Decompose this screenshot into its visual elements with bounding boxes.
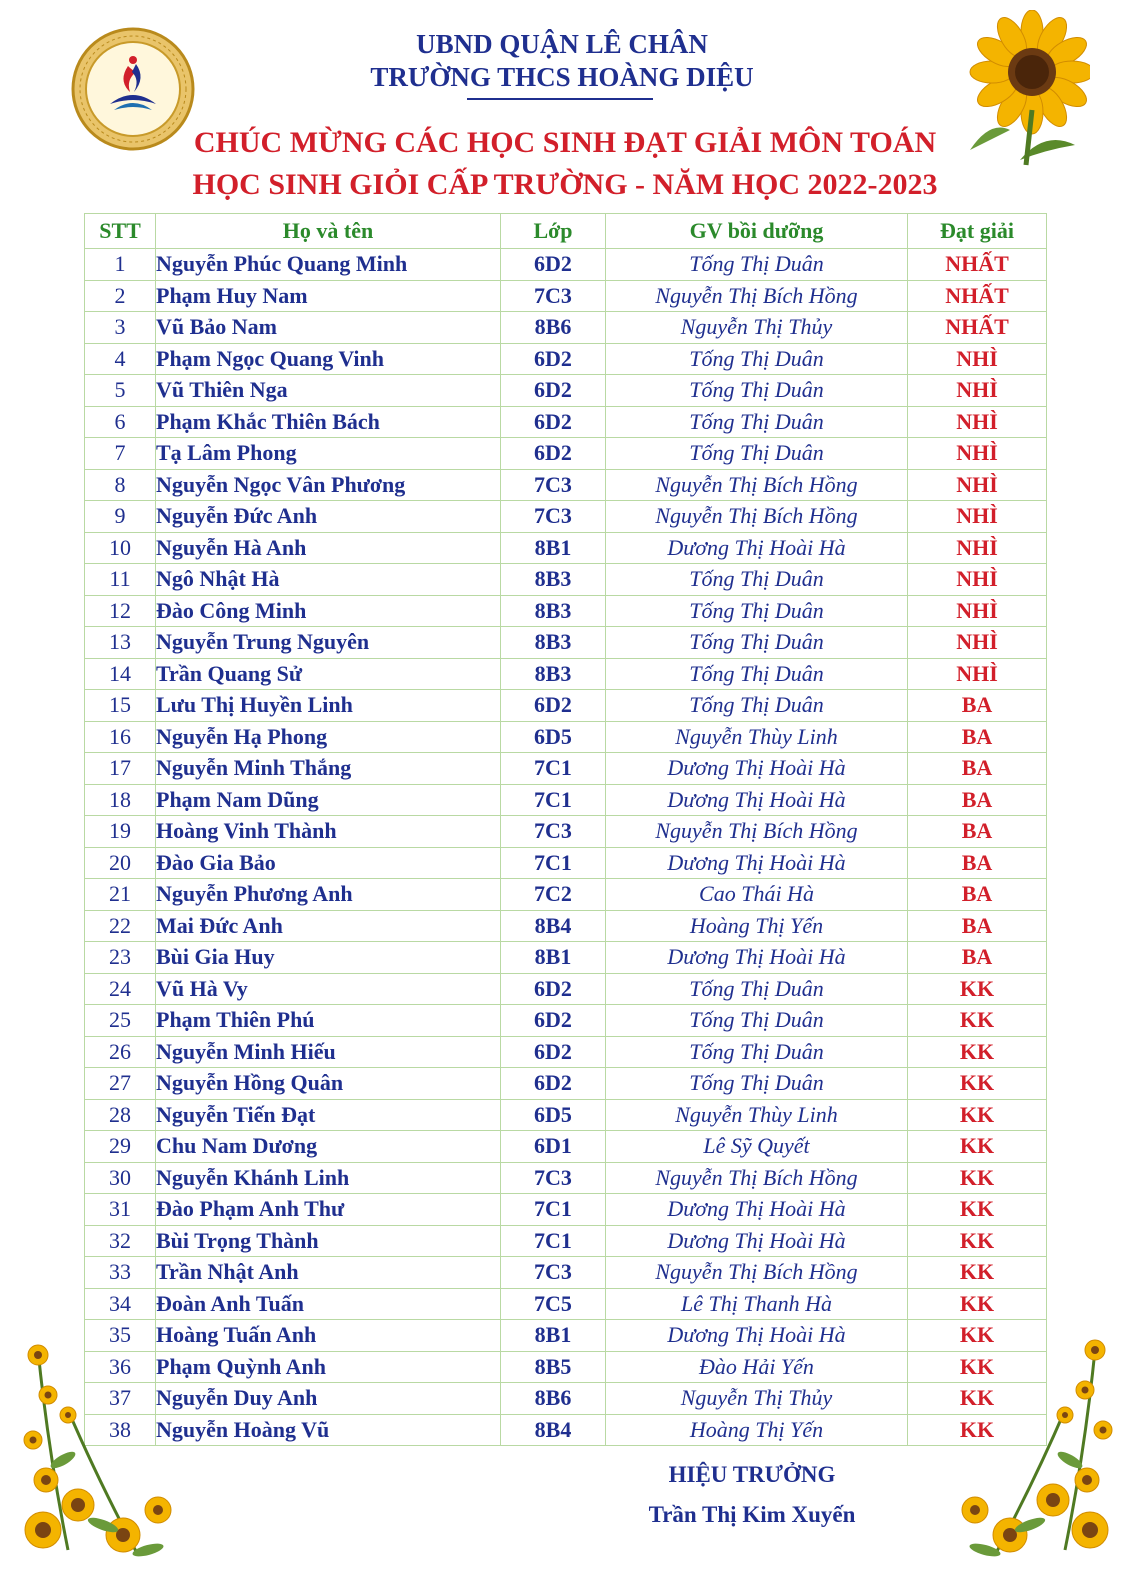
column-header-teacher: GV bồi dưỡng xyxy=(606,214,908,249)
cell-class: 6D2 xyxy=(501,1036,606,1068)
table-row xyxy=(85,1288,1047,1320)
cell-student-name: Phạm Huy Nam xyxy=(156,280,501,312)
cell-award: NHÌ xyxy=(908,438,1047,470)
cell-stt: 16 xyxy=(85,721,156,753)
cell-class: 6D2 xyxy=(501,406,606,438)
cell-stt: 21 xyxy=(85,879,156,911)
cell-teacher: Dương Thị Hoài Hà xyxy=(606,847,908,879)
cell-stt: 28 xyxy=(85,1099,156,1131)
cell-teacher: Tống Thị Duân xyxy=(606,1036,908,1068)
cell-class: 7C3 xyxy=(501,280,606,312)
cell-class: 7C3 xyxy=(501,501,606,533)
cell-teacher: Cao Thái Hà xyxy=(606,879,908,911)
cell-class: 7C1 xyxy=(501,1225,606,1257)
cell-teacher: Hoàng Thị Yến xyxy=(606,910,908,942)
cell-student-name: Trần Quang Sử xyxy=(156,658,501,690)
cell-teacher: Dương Thị Hoài Hà xyxy=(606,753,908,785)
title-line-2: HỌC SINH GIỎI CẤP TRƯỜNG - NĂM HỌC 2022-2023 xyxy=(192,168,938,201)
cell-award: BA xyxy=(908,816,1047,848)
cell-award: NHÌ xyxy=(908,627,1047,659)
cell-student-name: Nguyễn Trung Nguyên xyxy=(156,627,501,659)
cell-stt: 25 xyxy=(85,1005,156,1037)
cell-teacher: Tống Thị Duân xyxy=(606,406,908,438)
table-header-row xyxy=(85,214,1047,249)
cell-award: KK xyxy=(908,1351,1047,1383)
cell-student-name: Nguyễn Đức Anh xyxy=(156,501,501,533)
table-row xyxy=(85,879,1047,911)
cell-class: 7C3 xyxy=(501,1257,606,1289)
cell-award: KK xyxy=(908,1162,1047,1194)
cell-stt: 30 xyxy=(85,1162,156,1194)
column-header-stt: STT xyxy=(85,214,156,249)
cell-stt: 19 xyxy=(85,816,156,848)
cell-student-name: Vũ Bảo Nam xyxy=(156,312,501,344)
cell-award: KK xyxy=(908,1131,1047,1163)
cell-award: NHÌ xyxy=(908,406,1047,438)
cell-teacher: Lê Thị Thanh Hà xyxy=(606,1288,908,1320)
cell-award: NHÌ xyxy=(908,532,1047,564)
table-row xyxy=(85,627,1047,659)
cell-award: BA xyxy=(908,784,1047,816)
cell-class: 6D2 xyxy=(501,1005,606,1037)
cell-teacher: Tống Thị Duân xyxy=(606,564,908,596)
table-row xyxy=(85,1257,1047,1289)
cell-award: NHÌ xyxy=(908,564,1047,596)
cell-award: NHẤT xyxy=(908,249,1047,281)
cell-teacher: Tống Thị Duân xyxy=(606,627,908,659)
cell-stt: 24 xyxy=(85,973,156,1005)
table-row xyxy=(85,469,1047,501)
table-row xyxy=(85,1351,1047,1383)
table-row xyxy=(85,1099,1047,1131)
cell-student-name: Lưu Thị Huyền Linh xyxy=(156,690,501,722)
table-row xyxy=(85,1131,1047,1163)
cell-stt: 14 xyxy=(85,658,156,690)
table-row xyxy=(85,501,1047,533)
table-row xyxy=(85,1225,1047,1257)
cell-class: 8B3 xyxy=(501,627,606,659)
sunflower-icon xyxy=(935,1330,1125,1570)
cell-class: 7C1 xyxy=(501,1194,606,1226)
cell-award: KK xyxy=(908,1383,1047,1415)
cell-class: 8B6 xyxy=(501,312,606,344)
table-row xyxy=(85,816,1047,848)
cell-student-name: Đào Phạm Anh Thư xyxy=(156,1194,501,1226)
table-body xyxy=(85,249,1047,1446)
signature-title: HIỆU TRƯỞNG xyxy=(668,1462,836,1487)
cell-student-name: Phạm Nam Dũng xyxy=(156,784,501,816)
cell-student-name: Mai Đức Anh xyxy=(156,910,501,942)
cell-student-name: Nguyễn Duy Anh xyxy=(156,1383,501,1415)
cell-teacher: Lê Sỹ Quyết xyxy=(606,1131,908,1163)
cell-student-name: Hoàng Tuấn Anh xyxy=(156,1320,501,1352)
cell-class: 6D2 xyxy=(501,343,606,375)
cell-class: 7C1 xyxy=(501,784,606,816)
cell-stt: 6 xyxy=(85,406,156,438)
cell-teacher: Nguyễn Thị Bích Hồng xyxy=(606,501,908,533)
cell-stt: 17 xyxy=(85,753,156,785)
cell-award: KK xyxy=(908,1320,1047,1352)
cell-award: KK xyxy=(908,1194,1047,1226)
cell-stt: 2 xyxy=(85,280,156,312)
table-row xyxy=(85,658,1047,690)
cell-stt: 12 xyxy=(85,595,156,627)
cell-award: KK xyxy=(908,1068,1047,1100)
cell-stt: 35 xyxy=(85,1320,156,1352)
cell-award: KK xyxy=(908,1036,1047,1068)
sunflower-icon xyxy=(8,1330,198,1570)
cell-stt: 29 xyxy=(85,1131,156,1163)
cell-teacher: Tống Thị Duân xyxy=(606,1005,908,1037)
cell-award: NHẤT xyxy=(908,280,1047,312)
cell-class: 8B3 xyxy=(501,595,606,627)
cell-class: 6D2 xyxy=(501,973,606,1005)
cell-student-name: Phạm Khắc Thiên Bách xyxy=(156,406,501,438)
cell-class: 7C3 xyxy=(501,469,606,501)
cell-stt: 33 xyxy=(85,1257,156,1289)
table-row xyxy=(85,721,1047,753)
table-row xyxy=(85,343,1047,375)
cell-award: NHÌ xyxy=(908,658,1047,690)
cell-student-name: Nguyễn Khánh Linh xyxy=(156,1162,501,1194)
cell-student-name: Đoàn Anh Tuấn xyxy=(156,1288,501,1320)
cell-teacher: Dương Thị Hoài Hà xyxy=(606,1225,908,1257)
cell-stt: 10 xyxy=(85,532,156,564)
cell-stt: 23 xyxy=(85,942,156,974)
table-row xyxy=(85,595,1047,627)
cell-award: BA xyxy=(908,753,1047,785)
cell-teacher: Dương Thị Hoài Hà xyxy=(606,532,908,564)
cell-teacher: Tống Thị Duân xyxy=(606,375,908,407)
cell-teacher: Nguyễn Thị Bích Hồng xyxy=(606,1162,908,1194)
cell-teacher: Dương Thị Hoài Hà xyxy=(606,784,908,816)
cell-stt: 3 xyxy=(85,312,156,344)
cell-student-name: Vũ Hà Vy xyxy=(156,973,501,1005)
table-row xyxy=(85,532,1047,564)
cell-stt: 38 xyxy=(85,1414,156,1446)
cell-stt: 26 xyxy=(85,1036,156,1068)
cell-award: BA xyxy=(908,847,1047,879)
cell-teacher: Nguyễn Thùy Linh xyxy=(606,1099,908,1131)
cell-award: KK xyxy=(908,1414,1047,1446)
cell-teacher: Đào Hải Yến xyxy=(606,1351,908,1383)
cell-stt: 18 xyxy=(85,784,156,816)
cell-teacher: Tống Thị Duân xyxy=(606,1068,908,1100)
cell-teacher: Tống Thị Duân xyxy=(606,343,908,375)
cell-class: 6D2 xyxy=(501,690,606,722)
cell-stt: 32 xyxy=(85,1225,156,1257)
cell-stt: 7 xyxy=(85,438,156,470)
cell-student-name: Nguyễn Minh Hiếu xyxy=(156,1036,501,1068)
cell-class: 6D2 xyxy=(501,438,606,470)
cell-class: 7C5 xyxy=(501,1288,606,1320)
cell-class: 8B3 xyxy=(501,564,606,596)
cell-teacher: Tống Thị Duân xyxy=(606,595,908,627)
cell-class: 6D5 xyxy=(501,1099,606,1131)
cell-stt: 8 xyxy=(85,469,156,501)
cell-stt: 9 xyxy=(85,501,156,533)
cell-award: KK xyxy=(908,1099,1047,1131)
cell-award: BA xyxy=(908,942,1047,974)
cell-teacher: Hoàng Thị Yến xyxy=(606,1414,908,1446)
cell-class: 8B1 xyxy=(501,942,606,974)
cell-class: 7C1 xyxy=(501,847,606,879)
cell-class: 8B6 xyxy=(501,1383,606,1415)
table-row xyxy=(85,406,1047,438)
cell-stt: 37 xyxy=(85,1383,156,1415)
signature-name: Trần Thị Kim Xuyến xyxy=(648,1502,856,1527)
table-row xyxy=(85,564,1047,596)
cell-award: NHÌ xyxy=(908,501,1047,533)
table-row xyxy=(85,1068,1047,1100)
cell-student-name: Phạm Quỳnh Anh xyxy=(156,1351,501,1383)
cell-stt: 13 xyxy=(85,627,156,659)
cell-teacher: Nguyễn Thị Bích Hồng xyxy=(606,816,908,848)
cell-class: 7C1 xyxy=(501,753,606,785)
table-row xyxy=(85,280,1047,312)
cell-stt: 5 xyxy=(85,375,156,407)
cell-teacher: Tống Thị Duân xyxy=(606,973,908,1005)
cell-award: KK xyxy=(908,1288,1047,1320)
cell-student-name: Chu Nam Dương xyxy=(156,1131,501,1163)
cell-award: NHÌ xyxy=(908,375,1047,407)
cell-student-name: Nguyễn Tiến Đạt xyxy=(156,1099,501,1131)
cell-student-name: Bùi Trọng Thành xyxy=(156,1225,501,1257)
cell-student-name: Nguyễn Hoàng Vũ xyxy=(156,1414,501,1446)
cell-award: NHẤT xyxy=(908,312,1047,344)
cell-student-name: Nguyễn Phúc Quang Minh xyxy=(156,249,501,281)
cell-student-name: Đào Gia Bảo xyxy=(156,847,501,879)
cell-class: 7C2 xyxy=(501,879,606,911)
cell-class: 8B3 xyxy=(501,658,606,690)
table-row xyxy=(85,690,1047,722)
table-row xyxy=(85,784,1047,816)
title-divider xyxy=(467,98,653,100)
cell-award: NHÌ xyxy=(908,595,1047,627)
cell-student-name: Đào Công Minh xyxy=(156,595,501,627)
cell-teacher: Tống Thị Duân xyxy=(606,658,908,690)
table-row xyxy=(85,1194,1047,1226)
cell-student-name: Hoàng Vinh Thành xyxy=(156,816,501,848)
table-row xyxy=(85,1036,1047,1068)
cell-class: 6D5 xyxy=(501,721,606,753)
cell-student-name: Nguyễn Phương Anh xyxy=(156,879,501,911)
cell-class: 6D2 xyxy=(501,1068,606,1100)
table-row xyxy=(85,1162,1047,1194)
cell-student-name: Nguyễn Hà Anh xyxy=(156,532,501,564)
cell-stt: 11 xyxy=(85,564,156,596)
title-line-1: CHÚC MỪNG CÁC HỌC SINH ĐẠT GIẢI MÔN TOÁN xyxy=(193,126,937,159)
cell-award: BA xyxy=(908,910,1047,942)
cell-teacher: Nguyễn Thị Bích Hồng xyxy=(606,1257,908,1289)
cell-class: 7C3 xyxy=(501,1162,606,1194)
table-row xyxy=(85,438,1047,470)
cell-award: BA xyxy=(908,690,1047,722)
column-header-name: Họ và tên xyxy=(156,214,501,249)
cell-class: 6D1 xyxy=(501,1131,606,1163)
cell-award: BA xyxy=(908,721,1047,753)
cell-teacher: Nguyễn Thùy Linh xyxy=(606,721,908,753)
cell-student-name: Bùi Gia Huy xyxy=(156,942,501,974)
cell-teacher: Dương Thị Hoài Hà xyxy=(606,1320,908,1352)
cell-class: 7C3 xyxy=(501,816,606,848)
table-row xyxy=(85,910,1047,942)
cell-teacher: Dương Thị Hoài Hà xyxy=(606,942,908,974)
cell-student-name: Nguyễn Hồng Quân xyxy=(156,1068,501,1100)
cell-award: KK xyxy=(908,973,1047,1005)
cell-student-name: Nguyễn Minh Thắng xyxy=(156,753,501,785)
cell-stt: 4 xyxy=(85,343,156,375)
cell-student-name: Vũ Thiên Nga xyxy=(156,375,501,407)
cell-student-name: Nguyễn Ngọc Vân Phương xyxy=(156,469,501,501)
org-line-1: UBND QUẬN LÊ CHÂN xyxy=(416,29,708,59)
cell-award: NHÌ xyxy=(908,343,1047,375)
cell-award: KK xyxy=(908,1005,1047,1037)
cell-teacher: Nguyễn Thị Bích Hồng xyxy=(606,469,908,501)
table-row xyxy=(85,249,1047,281)
cell-award: NHÌ xyxy=(908,469,1047,501)
cell-class: 6D2 xyxy=(501,249,606,281)
cell-stt: 20 xyxy=(85,847,156,879)
cell-teacher: Nguyễn Thị Bích Hồng xyxy=(606,280,908,312)
cell-stt: 31 xyxy=(85,1194,156,1226)
document-header xyxy=(0,0,1130,210)
cell-teacher: Tống Thị Duân xyxy=(606,249,908,281)
table-row xyxy=(85,753,1047,785)
table-row xyxy=(85,1320,1047,1352)
cell-stt: 36 xyxy=(85,1351,156,1383)
table-row xyxy=(85,942,1047,974)
cell-teacher: Nguyễn Thị Thủy xyxy=(606,312,908,344)
table-row xyxy=(85,375,1047,407)
table-row xyxy=(85,847,1047,879)
cell-class: 8B1 xyxy=(501,532,606,564)
cell-student-name: Tạ Lâm Phong xyxy=(156,438,501,470)
cell-stt: 15 xyxy=(85,690,156,722)
cell-award: KK xyxy=(908,1225,1047,1257)
cell-stt: 22 xyxy=(85,910,156,942)
cell-award: KK xyxy=(908,1257,1047,1289)
cell-stt: 1 xyxy=(85,249,156,281)
cell-stt: 27 xyxy=(85,1068,156,1100)
cell-teacher: Dương Thị Hoài Hà xyxy=(606,1194,908,1226)
cell-award: BA xyxy=(908,879,1047,911)
cell-class: 6D2 xyxy=(501,375,606,407)
awards-table xyxy=(84,213,1047,1446)
sunflower-icon xyxy=(950,10,1090,170)
table-row xyxy=(85,1005,1047,1037)
table-row xyxy=(85,1383,1047,1415)
cell-class: 8B1 xyxy=(501,1320,606,1352)
table-row xyxy=(85,973,1047,1005)
table-row xyxy=(85,1414,1047,1446)
column-header-class: Lớp xyxy=(501,214,606,249)
cell-class: 8B5 xyxy=(501,1351,606,1383)
cell-class: 8B4 xyxy=(501,1414,606,1446)
cell-student-name: Trần Nhật Anh xyxy=(156,1257,501,1289)
cell-teacher: Tống Thị Duân xyxy=(606,438,908,470)
cell-student-name: Phạm Ngọc Quang Vinh xyxy=(156,343,501,375)
cell-teacher: Tống Thị Duân xyxy=(606,690,908,722)
cell-teacher: Nguyễn Thị Thủy xyxy=(606,1383,908,1415)
cell-student-name: Ngô Nhật Hà xyxy=(156,564,501,596)
cell-stt: 34 xyxy=(85,1288,156,1320)
table-row xyxy=(85,312,1047,344)
cell-student-name: Nguyễn Hạ Phong xyxy=(156,721,501,753)
cell-class: 8B4 xyxy=(501,910,606,942)
cell-student-name: Phạm Thiên Phú xyxy=(156,1005,501,1037)
column-header-award: Đạt giải xyxy=(908,214,1047,249)
org-line-2: TRƯỜNG THCS HOÀNG DIỆU xyxy=(370,62,754,92)
